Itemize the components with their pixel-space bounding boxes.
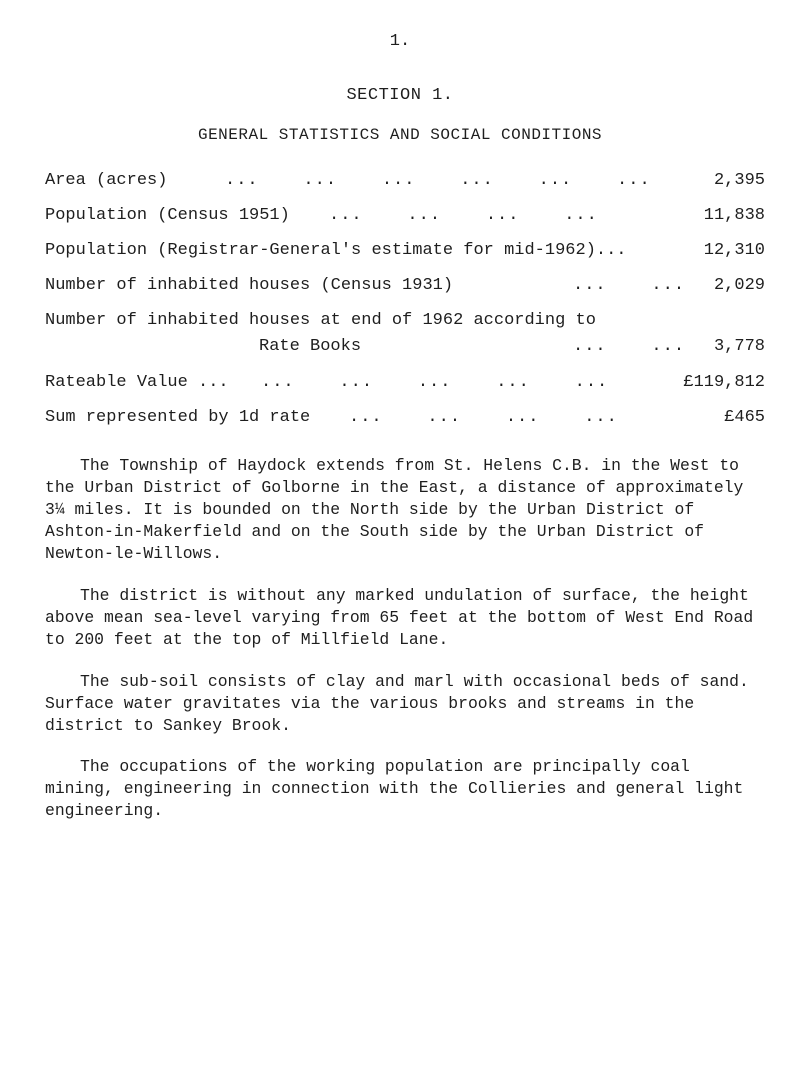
stat-label-continued: Rate Books bbox=[259, 337, 362, 356]
stat-value: 12,310 bbox=[703, 241, 765, 260]
stat-value: 2,395 bbox=[713, 171, 765, 190]
stat-row-houses-rate-books-line2 bbox=[45, 334, 765, 360]
stat-value: £119,812 bbox=[683, 373, 765, 392]
stat-row-population-estimate bbox=[45, 238, 765, 264]
stat-row-houses-census bbox=[45, 273, 765, 299]
paragraph-township-extent: The Township of Haydock extends from St. Helens C.B. in the West to the Urban District of Golborne in the East, a distance of approximately 3¼ miles. It is bounded on the North side by the Urban District of Ashton-in-Makerfield and on the South side by the Urban District of Newton-le-Willows. bbox=[45, 456, 744, 563]
stat-leaders: ... ... bbox=[573, 276, 686, 295]
stat-value: 3,778 bbox=[713, 337, 765, 356]
stat-value: 11,838 bbox=[703, 206, 765, 225]
stat-value: £465 bbox=[724, 408, 765, 427]
section-title: SECTION 1. bbox=[346, 86, 454, 105]
stat-label: Rateable Value ... bbox=[45, 373, 229, 392]
stat-leaders: ... ... ... ... ... bbox=[261, 373, 609, 392]
stat-leaders: ... ... ... ... bbox=[349, 408, 618, 427]
stat-row-rateable-value bbox=[45, 370, 765, 396]
stat-label: Area (acres) bbox=[45, 171, 168, 190]
stat-value: 2,029 bbox=[713, 276, 765, 295]
stat-leaders: ... ... ... ... bbox=[329, 206, 598, 225]
stat-row-houses-rate-books-line1 bbox=[45, 308, 765, 334]
stat-leaders: ... ... ... ... ... ... bbox=[225, 171, 651, 190]
stat-leaders: ... ... bbox=[573, 337, 686, 356]
stat-label: Number of inhabited houses at end of 1962 according to bbox=[45, 311, 596, 330]
paragraph-occupations: The occupations of the working population are principally coal mining, engineering in connection with the Collieries and general light engineering. bbox=[45, 757, 744, 820]
stat-row-penny-rate bbox=[45, 405, 765, 431]
paragraph-sub-soil: The sub-soil consists of clay and marl with occasional beds of sand. Surface water gravitates via the various brooks and streams in the district to Sankey Brook. bbox=[45, 672, 749, 735]
paragraph-surface: The district is without any marked undulation of surface, the height above mean sea-level varying from 65 feet at the bottom of West End Road to 200 feet at the top of Millfield Lane. bbox=[45, 586, 754, 649]
section-subtitle: GENERAL STATISTICS AND SOCIAL CONDITIONS bbox=[197, 126, 603, 144]
stat-row-population-census bbox=[45, 203, 765, 229]
page-number: 1. bbox=[389, 32, 411, 51]
stat-label: Sum represented by 1d rate bbox=[45, 408, 311, 427]
stat-label: Population (Registrar-General's estimate for mid-1962)... bbox=[45, 241, 627, 260]
stat-row-area bbox=[45, 168, 765, 194]
stat-label: Number of inhabited houses (Census 1931) bbox=[45, 276, 454, 295]
stat-label: Population (Census 1951) bbox=[45, 206, 290, 225]
